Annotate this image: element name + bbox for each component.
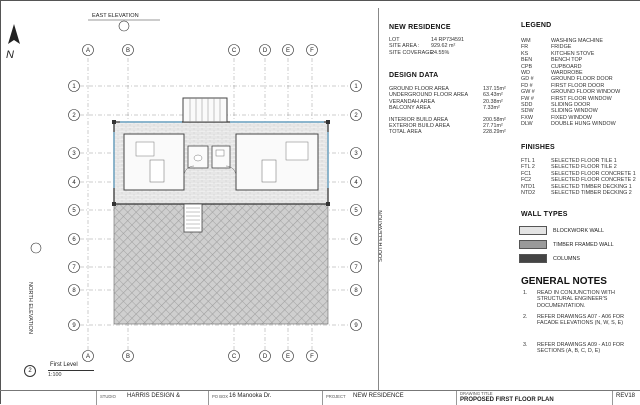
legend-desc: WASHING MACHINE xyxy=(551,38,603,44)
grid-label: 4 xyxy=(354,180,358,187)
legend-code: WD xyxy=(521,69,530,76)
grid-label: D xyxy=(262,48,268,55)
svg-text:NORTH ELEVATION: NORTH ELEVATION xyxy=(27,282,33,334)
row-label: SITE AREA : xyxy=(389,43,420,50)
svg-text:SOUTH ELEVATION: SOUTH ELEVATION xyxy=(378,210,384,262)
legend-code: FTL 2 xyxy=(521,164,535,171)
grid-label: B xyxy=(125,354,131,361)
legend-desc: SELECTED TIMBER DECKING 1 xyxy=(551,183,632,190)
legend-list xyxy=(521,38,639,127)
legend-code: FC1 xyxy=(521,170,532,177)
row-label: VERANDAH AREA xyxy=(389,98,435,105)
legend-desc: DOUBLE HUNG WINDOW xyxy=(551,121,616,128)
row-value: 14 RP734591 xyxy=(431,37,464,43)
grid-label: 6 xyxy=(354,237,358,244)
revision-cell xyxy=(612,391,640,405)
grid-label: 1 xyxy=(72,84,76,91)
legend-code: CPB xyxy=(521,63,533,70)
note-text: READ IN CONJUNCTION WITH STRUCTURAL ENGINEER'S DOCUMENTATION. xyxy=(537,290,615,309)
row-value: 200.58m² xyxy=(483,116,506,123)
row-label: EXTERIOR BUILD AREA xyxy=(389,123,450,129)
legend-row xyxy=(521,121,639,127)
grid-label: 2 xyxy=(72,113,76,120)
row-label: TOTAL AREA xyxy=(389,129,422,136)
grid-label: A xyxy=(85,48,91,55)
finishes-title: FINISHES xyxy=(521,144,555,151)
note-number: 2. xyxy=(523,314,528,320)
view-underline xyxy=(48,370,94,371)
wall-types-title: WALL TYPES xyxy=(521,211,568,218)
legend-code: NTD1 xyxy=(521,183,536,190)
row-value: 137.15m² xyxy=(483,86,506,92)
wall-type-swatch xyxy=(519,226,547,235)
wall-type-label: BLOCKWORK WALL xyxy=(553,228,605,234)
grid-label: 7 xyxy=(354,265,358,272)
row-label: LOT xyxy=(389,37,400,43)
legend-desc: FIRST FLOOR WINDOW xyxy=(551,95,612,102)
general-notes-title: GENERAL NOTES xyxy=(521,276,607,287)
drawing-title-value: PROPOSED FIRST FLOOR PLAN xyxy=(460,397,554,403)
row-value: 20.38m² xyxy=(483,98,503,105)
legend-desc: CUPBOARD xyxy=(551,63,582,70)
view-name: First Level xyxy=(50,362,78,368)
legend-panel xyxy=(378,8,640,390)
legend-code: FW # xyxy=(521,95,534,102)
project-name: NEW RESIDENCE xyxy=(353,393,404,399)
row-value: 7.33m² xyxy=(483,105,500,112)
legend-code: GD # xyxy=(521,76,534,83)
legend-desc: FIRST FLOOR DOOR xyxy=(551,82,605,89)
legend-desc: SELECTED TIMBER DECKING 2 xyxy=(551,189,632,196)
grid-label: 9 xyxy=(354,323,358,330)
view-number-bubble: 2 xyxy=(24,365,36,377)
grid-label: D xyxy=(262,354,268,361)
address-cell xyxy=(208,391,306,405)
legend-desc: SELECTED FLOOR TILE 2 xyxy=(551,164,617,171)
legend-code: FXW xyxy=(521,114,533,121)
grid-label: 1 xyxy=(354,84,358,91)
note-number: 3. xyxy=(523,342,528,348)
legend-code: WM xyxy=(521,38,531,44)
legend-desc: SELECTED FLOOR CONCRETE 2 xyxy=(551,177,636,184)
project-info-title: NEW RESIDENCE xyxy=(389,24,451,31)
legend-code: KS xyxy=(521,50,529,57)
north-elevation-marker xyxy=(27,243,41,334)
legend-desc: WARDROBE xyxy=(551,69,583,76)
grid-label: 8 xyxy=(354,288,358,295)
north-arrow-icon xyxy=(6,24,20,61)
legend-desc: KITCHEN STOVE xyxy=(551,50,595,57)
legend-desc: SLIDING WINDOW xyxy=(551,108,598,115)
row-value: 27.71m² xyxy=(483,123,503,129)
row-label: INTERIOR BUILD AREA xyxy=(389,116,449,123)
grid-label: B xyxy=(125,48,131,55)
row-label: BALCONY AREA xyxy=(389,105,431,112)
row-value: 228.29m² xyxy=(483,129,506,136)
po-box-label: PO BOX xyxy=(212,394,229,399)
svg-text:N: N xyxy=(6,49,14,61)
grid-label: 5 xyxy=(354,208,358,215)
legend-code: SDW xyxy=(521,108,534,115)
legend-code: FTL 1 xyxy=(521,158,535,164)
grid-label: F xyxy=(310,48,314,55)
wall-type-label: COLUMNS xyxy=(553,256,580,262)
grid-label: 4 xyxy=(72,180,76,187)
studio-name: HARRIS DESIGN & xyxy=(127,393,181,399)
row-label: GROUND FLOOR AREA xyxy=(389,86,449,92)
legend-code: BEN xyxy=(521,57,533,64)
note-text: REFER DRAWINGS A07 - A06 FOR FACADE ELEVATIONS (N, W, S, E) xyxy=(537,314,624,327)
legend-desc: FRIDGE xyxy=(551,44,572,51)
title-block xyxy=(0,390,640,404)
studio-label: STUDIO xyxy=(100,394,116,399)
grid-label: E xyxy=(285,48,291,55)
grid-label: F xyxy=(310,354,314,361)
project-cell xyxy=(322,391,454,405)
legend-title: LEGEND xyxy=(521,22,552,29)
note-text: REFER DRAWINGS A09 - A10 FOR SECTIONS (A, B, C, D, E) xyxy=(537,342,624,355)
wall-type-swatch xyxy=(519,240,547,249)
grid-label: E xyxy=(285,354,291,361)
east-elevation-marker xyxy=(88,13,160,31)
legend-code: NTD2 xyxy=(521,189,536,196)
legend-code: DLW xyxy=(521,121,533,128)
data-row xyxy=(389,50,519,56)
row-label: SITE COVERAGE: xyxy=(389,49,435,56)
grid-label: 7 xyxy=(72,265,76,272)
legend-code: SDD xyxy=(521,101,533,108)
design-data-title: DESIGN DATA xyxy=(389,72,439,79)
grid-label: 6 xyxy=(72,237,76,244)
legend-desc: SELECTED FLOOR TILE 1 xyxy=(551,158,617,164)
revision-value: REV18 xyxy=(616,393,636,399)
drawing-title-label: DRAWING TITLE xyxy=(460,391,493,396)
row-label: UNDERGROUND FLOOR AREA xyxy=(389,92,469,99)
note-number: 1. xyxy=(523,290,528,296)
legend-code: FR xyxy=(521,44,529,51)
grid-label: 2 xyxy=(354,113,358,120)
legend-desc: GROUND FLOOR WINDOW xyxy=(551,89,621,96)
legend-code: GW # xyxy=(521,89,535,96)
row-value: 929.62 m² xyxy=(431,43,456,50)
legend-row xyxy=(521,190,639,196)
legend-desc: FIXED WINDOW xyxy=(551,114,593,121)
legend-desc: GROUND FLOOR DOOR xyxy=(551,76,613,83)
grid-label: C xyxy=(231,354,237,361)
grid-label: 8 xyxy=(72,288,76,295)
row-value: 24.55% xyxy=(431,49,450,56)
grid-label: 5 xyxy=(72,208,76,215)
row-value: 63.43m² xyxy=(483,92,503,99)
drawing-title-cell xyxy=(456,391,612,405)
grid-label: A xyxy=(85,354,91,361)
legend-desc: BENCH TOP xyxy=(551,57,583,64)
grid-label: 3 xyxy=(72,151,76,158)
legend-code: FD # xyxy=(521,82,533,89)
studio-cell xyxy=(96,391,200,405)
grid-label: 3 xyxy=(354,151,358,158)
data-row xyxy=(389,105,519,111)
grid-label: C xyxy=(231,48,237,55)
grid-label: 9 xyxy=(72,323,76,330)
legend-desc: SLIDING DOOR xyxy=(551,101,591,108)
svg-text:EAST ELEVATION: EAST ELEVATION xyxy=(92,13,139,19)
project-label: PROJECT xyxy=(326,394,346,399)
finishes-list xyxy=(521,158,639,196)
legend-code: FC2 xyxy=(521,177,532,184)
data-row xyxy=(389,129,519,135)
address-value: 16 Manooka Dr. xyxy=(229,393,272,399)
wall-type-swatch xyxy=(519,254,547,263)
view-scale: 1:100 xyxy=(48,372,62,378)
wall-type-label: TIMBER FRAMED WALL xyxy=(553,242,614,248)
legend-desc: SELECTED FLOOR CONCRETE 1 xyxy=(551,170,636,177)
